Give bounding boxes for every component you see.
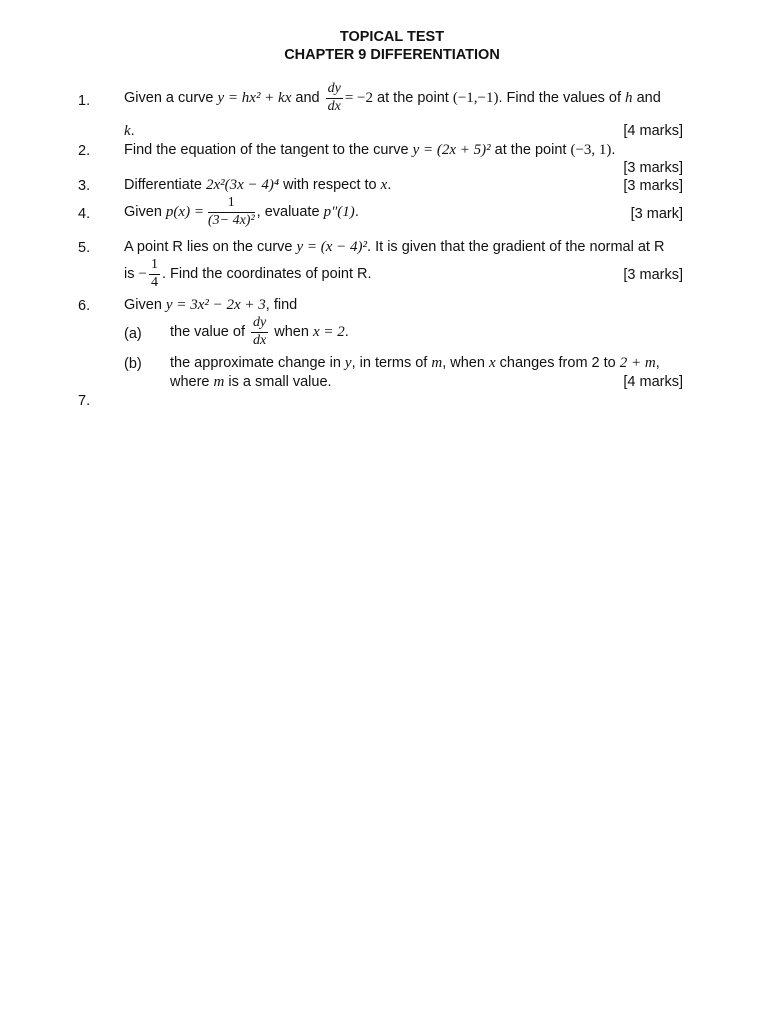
q4-number: 4. (78, 206, 91, 222)
q1-line2: k. (124, 123, 135, 139)
q7-number: 7. (78, 393, 91, 409)
q6a-label: (a) (124, 326, 142, 342)
test-title: TOPICAL TEST (339, 29, 445, 45)
q4-line1: Given p(x) = $\frac{1}{\text{(3− 4x)²}}$ , evaluate p″(1). (124, 195, 359, 228)
q1-marks: [4 marks] (623, 123, 683, 139)
q6-derivative-fraction: $\frac{dy}{dx}$ (253, 315, 267, 348)
q6-line1: Given y = 3x² − 2x + 3, find (124, 297, 298, 313)
q5-fraction: $\frac{1}{4}$ (150, 257, 158, 290)
q3-line1: Differentiate 2x²(3x − 4)⁴ with respect to x. (124, 177, 392, 193)
q6-marks: [4 marks] (623, 374, 683, 390)
q4-fraction: $\frac{1}{\text{(3− 4x)²}}$ (207, 195, 255, 228)
q3-number: 3. (78, 178, 91, 194)
q6b-label: (b) (124, 356, 142, 372)
q2-line1: Find the equation of the tangent to the curve y = (2x + 5)² at the point (−3, 1). (124, 142, 616, 158)
chapter-title: CHAPTER 9 DIFFERENTIATION (284, 47, 500, 63)
q1-derivative-fraction: $\frac{dy}{dx}$ (327, 81, 341, 114)
q1-number: 1. (78, 93, 91, 109)
q2-marks: [3 marks] (623, 160, 683, 176)
q6-number: 6. (78, 298, 91, 314)
q5-line1: A point R lies on the curve y = (x − 4)². It is given that the gradient of the normal at R (124, 239, 665, 255)
q3-marks: [3 marks] (623, 178, 683, 194)
q2-number: 2. (78, 143, 91, 159)
q4-marks: [3 mark] (630, 206, 683, 222)
q1-line1: Given a curve y = hx² + kx and $\frac{dy}{dx}$ = −2 at the point (−1,−1). Find the values of h and (124, 81, 661, 114)
q6b-text-line1: the approximate change in y, in terms of m, when x changes from 2 to 2 + m, (170, 355, 660, 371)
q5-number: 5. (78, 240, 91, 256)
q6b-text-line2: where m is a small value. (170, 374, 332, 390)
q5-line2: is − $\frac{1}{4}$ . Find the coordinates of point R. (124, 257, 372, 290)
q6a-text: the value of $\frac{dy}{dx}$ when x = 2. (170, 315, 349, 348)
q5-marks: [3 marks] (623, 267, 683, 283)
